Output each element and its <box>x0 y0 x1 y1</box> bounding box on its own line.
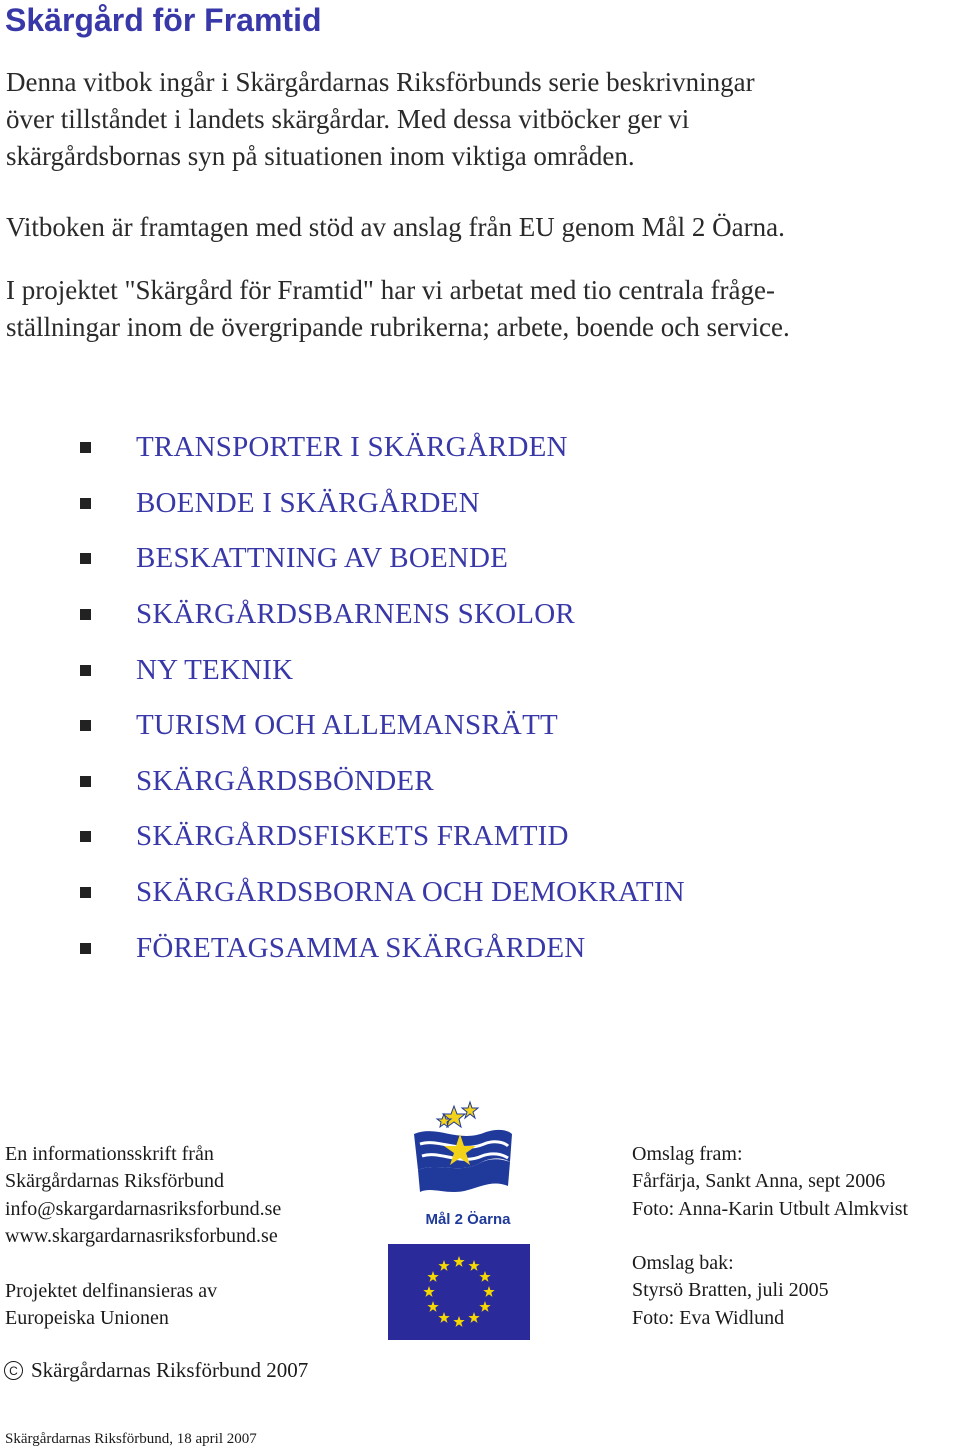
copyright-line <box>4 1358 308 1383</box>
square-bullet-icon <box>80 553 91 564</box>
square-bullet-icon <box>80 609 91 620</box>
intro-line: Denna vitbok ingår i Skärgårdarnas Riksförbunds serie beskrivningar <box>6 67 755 97</box>
cover-front-photo: Foto: Anna-Karin Utbult Almkvist <box>632 1197 909 1220</box>
topic-label: SKÄRGÅRDSBORNA OCH DEMOKRATIN <box>136 876 685 909</box>
intro-line: över tillståndet i landets skärgårdar. Med dessa vitböcker ger vi <box>6 104 690 134</box>
cover-back-info <box>632 1250 829 1332</box>
topic-label: FÖRETAGSAMMA SKÄRGÅRDEN <box>136 931 586 964</box>
topic-label: BOENDE I SKÄRGÅRDEN <box>136 486 480 519</box>
topic-item <box>80 698 685 754</box>
topic-label: SKÄRGÅRDSBARNENS SKOLOR <box>136 598 575 631</box>
intro-paragraph-2: Vitboken är framtagen med stöd av anslag från EU genom Mål 2 Öarna. <box>6 212 785 242</box>
copyright-text: Skärgårdarnas Riksförbund 2007 <box>31 1358 309 1382</box>
publisher-line: En informationsskrift från <box>5 1143 214 1165</box>
topic-label: BESKATTNING AV BOENDE <box>136 542 509 575</box>
intro-paragraph-3 <box>6 272 951 346</box>
cover-back-caption: Styrsö Bratten, juli 2005 <box>632 1279 829 1302</box>
topic-label: TURISM OCH ALLEMANSRÄTT <box>136 709 558 742</box>
cover-front-label: Omslag fram: <box>632 1143 743 1165</box>
intro-line: I projektet "Skärgård för Framtid" har vi arbetat med tio centrala fråge- <box>6 275 775 305</box>
topic-label: SKÄRGÅRDSFISKETS FRAMTID <box>136 820 569 853</box>
square-bullet-icon <box>80 442 91 453</box>
cover-front-caption: Fårfärja, Sankt Anna, sept 2006 <box>632 1170 886 1193</box>
funding-line: Projektet delfinansieras av <box>5 1280 218 1302</box>
topic-item <box>80 865 685 921</box>
square-bullet-icon <box>80 498 91 509</box>
publisher-info <box>5 1141 281 1250</box>
square-bullet-icon <box>80 720 91 731</box>
topic-item <box>80 642 685 698</box>
square-bullet-icon <box>80 665 91 676</box>
topic-label: TRANSPORTER I SKÄRGÅRDEN <box>136 431 568 464</box>
funding-info <box>5 1278 217 1333</box>
funding-line: Europeiska Unionen <box>5 1307 169 1330</box>
square-bullet-icon <box>80 943 91 954</box>
square-bullet-icon <box>80 831 91 842</box>
intro-paragraph-1 <box>6 64 951 175</box>
square-bullet-icon <box>80 776 91 787</box>
topic-item <box>80 809 685 865</box>
intro-line: skärgårdsbornas syn på situationen inom viktiga områden. <box>6 141 635 171</box>
page-title: Skärgård för Framtid <box>5 2 322 38</box>
cover-front-info <box>632 1141 908 1223</box>
logo-text: Mål 2 Öarna <box>425 1211 511 1228</box>
mal2-oarna-logo <box>408 1100 528 1235</box>
eu-flag-graphic <box>388 1244 530 1340</box>
topic-list <box>80 420 685 976</box>
publisher-email: info@skargardarnasriksforbund.se <box>5 1197 282 1220</box>
topic-item <box>80 754 685 810</box>
copyright-icon: C <box>4 1361 23 1380</box>
mal2-oarna-logo-graphic <box>408 1100 528 1235</box>
topic-label: NY TEKNIK <box>136 653 294 686</box>
topic-item <box>80 587 685 643</box>
publisher-line: Skärgårdarnas Riksförbund <box>5 1170 225 1193</box>
topic-item <box>80 531 685 587</box>
cover-back-photo: Foto: Eva Widlund <box>632 1306 785 1329</box>
topic-item <box>80 476 685 532</box>
intro-line: ställningar inom de övergripande rubrikerna; arbete, boende och service. <box>6 312 790 342</box>
topic-item <box>80 920 685 976</box>
topic-item <box>80 420 685 476</box>
cover-back-label: Omslag bak: <box>632 1252 734 1274</box>
square-bullet-icon <box>80 887 91 898</box>
topic-label: SKÄRGÅRDSBÖNDER <box>136 764 434 797</box>
eu-flag <box>388 1244 530 1340</box>
page-footer: Skärgårdarnas Riksförbund, 18 april 2007 <box>5 1431 257 1447</box>
publisher-website: www.skargardarnasriksforbund.se <box>5 1224 278 1247</box>
